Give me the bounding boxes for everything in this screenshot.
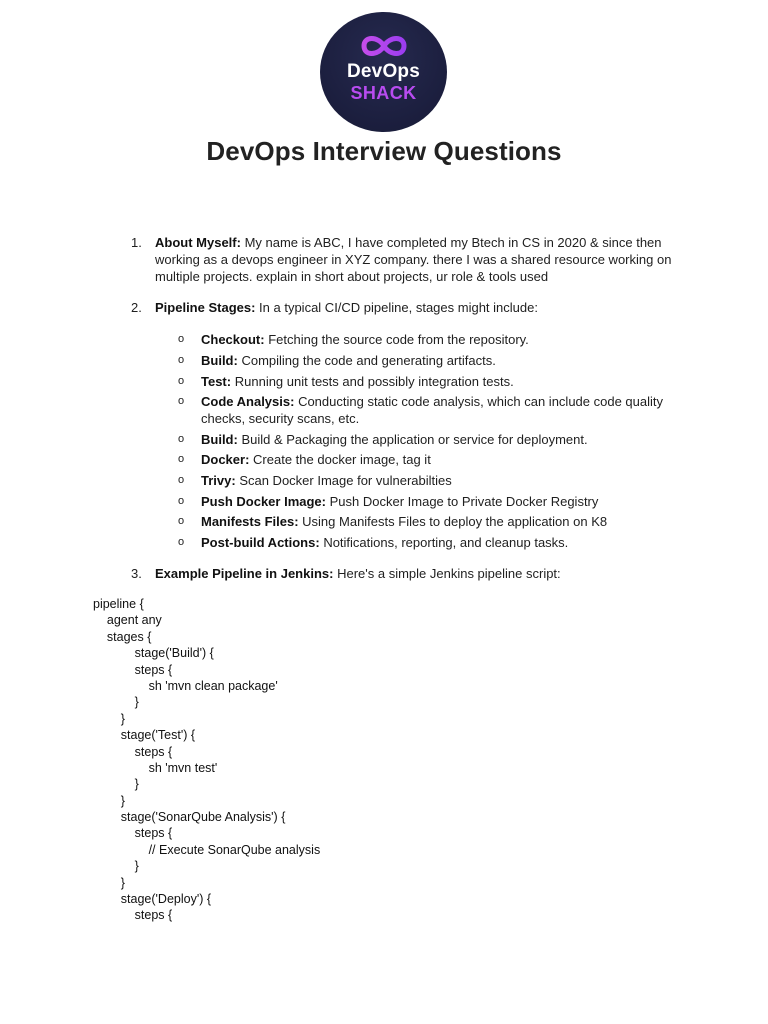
stage-text: Fetching the source code from the repository. <box>268 332 529 347</box>
code-line: } <box>93 875 125 890</box>
stage-label: Manifests Files: <box>201 514 299 529</box>
item-label: Example Pipeline in Jenkins: <box>155 566 334 581</box>
code-line: sh 'mvn clean package' <box>93 678 278 693</box>
code-line: } <box>93 859 139 874</box>
logo-text-shack: SHACK <box>350 83 417 103</box>
stage-code-analysis <box>178 393 681 427</box>
stage-text: Conducting static code analysis, which can include code quality checks, security scans, etc. <box>201 394 663 426</box>
stage-text: Create the docker image, tag it <box>253 452 431 467</box>
stage-manifests-files <box>178 513 681 530</box>
item-number: 3. <box>131 566 142 581</box>
code-line: agent any <box>93 613 162 628</box>
stage-post-build-actions <box>178 534 681 551</box>
bullet-icon: o <box>178 395 185 407</box>
item-number: 2. <box>131 300 142 315</box>
stage-text: Notifications, reporting, and cleanup tasks. <box>323 535 569 550</box>
infinity-icon <box>356 32 412 60</box>
page-title: DevOps Interview Questions <box>206 136 562 166</box>
stage-trivy <box>178 472 681 489</box>
bullet-icon: o <box>178 474 185 486</box>
stage-test <box>178 373 681 390</box>
bullet-icon: o <box>178 375 185 387</box>
devops-shack-logo <box>320 12 447 132</box>
code-line: } <box>93 777 139 792</box>
logo-text-devops: DevOps <box>346 61 420 82</box>
list-item-example-pipeline <box>131 565 680 582</box>
code-line: stage('Build') { <box>93 646 214 661</box>
code-line: } <box>93 793 125 808</box>
code-line: steps { <box>93 826 173 841</box>
jenkins-pipeline-code <box>93 596 320 924</box>
stage-text: Push Docker Image to Private Docker Registry <box>329 494 599 509</box>
bullet-icon: o <box>178 536 185 548</box>
stage-text: Compiling the code and generating artifacts. <box>241 353 496 368</box>
code-line: steps { <box>93 662 173 677</box>
bullet-icon: o <box>178 354 185 366</box>
code-line: stage('Test') { <box>93 728 196 743</box>
stage-label: Trivy: <box>201 473 236 488</box>
stage-label: Checkout: <box>201 332 265 347</box>
stage-text: Using Manifests Files to deploy the application on K8 <box>302 514 608 529</box>
item-label: About Myself: <box>155 235 241 250</box>
item-text: In a typical CI/CD pipeline, stages might include: <box>259 300 538 315</box>
stage-text: Build & Packaging the application or service for deployment. <box>241 432 588 447</box>
code-line: } <box>93 711 125 726</box>
stage-text: Scan Docker Image for vulnerabilties <box>239 473 452 488</box>
stage-label: Docker: <box>201 452 250 467</box>
bullet-icon: o <box>178 515 185 527</box>
bullet-icon: o <box>178 453 185 465</box>
code-line: pipeline { <box>93 597 144 611</box>
stage-text: Running unit tests and possibly integration tests. <box>234 374 514 389</box>
stage-label: Post-build Actions: <box>201 535 320 550</box>
code-line: // Execute SonarQube analysis <box>93 842 321 857</box>
code-line: stages { <box>93 629 152 644</box>
item-label: Pipeline Stages: <box>155 300 256 315</box>
code-line: sh 'mvn test' <box>93 760 218 775</box>
code-line: } <box>93 695 139 710</box>
stage-label: Push Docker Image: <box>201 494 326 509</box>
item-number: 1. <box>131 235 142 250</box>
stage-build <box>178 352 681 369</box>
stage-label: Build: <box>201 432 238 447</box>
stage-label: Test: <box>201 374 232 389</box>
stage-label: Code Analysis: <box>201 394 295 409</box>
item-text: Here's a simple Jenkins pipeline script: <box>337 566 561 581</box>
code-line: steps { <box>93 908 173 923</box>
item-text: My name is ABC, I have completed my Btech in CS in 2020 & since then working as a devops engineer in XYZ company. there I was a shared resource working on multiple projects. explain in short about projects, ur role & tools used <box>155 235 672 284</box>
stage-push-docker-image <box>178 493 681 510</box>
bullet-icon: o <box>178 333 185 345</box>
stage-docker <box>178 451 681 468</box>
list-item-about-myself <box>131 234 680 285</box>
bullet-icon: o <box>178 433 185 445</box>
stage-build-packaging <box>178 431 681 448</box>
stage-checkout <box>178 331 681 348</box>
bullet-icon: o <box>178 495 185 507</box>
code-line: steps { <box>93 744 173 759</box>
list-item-pipeline-stages <box>131 299 680 316</box>
stage-label: Build: <box>201 353 238 368</box>
code-line: stage('SonarQube Analysis') { <box>93 810 286 825</box>
code-line: stage('Deploy') { <box>93 892 212 907</box>
